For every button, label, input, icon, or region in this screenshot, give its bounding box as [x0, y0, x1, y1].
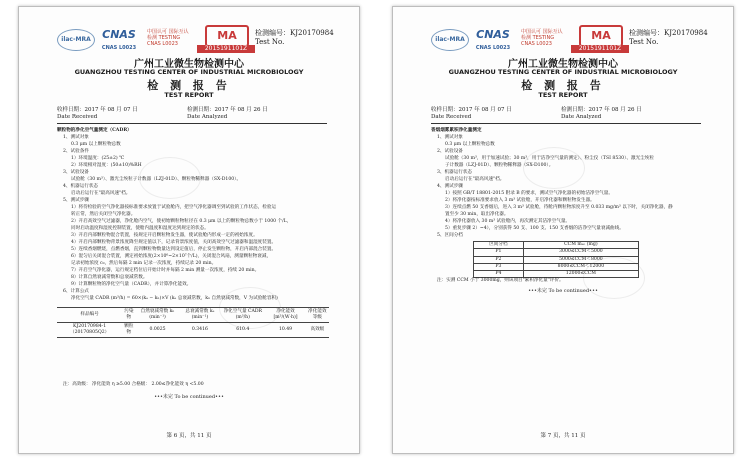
- table-note: 注：实测 CCM 小于 3000mg，则该项目"累积净化量"评价。: [437, 278, 564, 283]
- body-line: 3）连续点燃 50 支香烟后，进入 3 m³ 试验舱，待舱内颗粒物浓度升至 0.033 mg/m³ 以下时，关闭净化器，静: [445, 205, 673, 210]
- table-cell: 0.0025: [135, 323, 179, 338]
- table-header: CCM mₑₒ (mg): [523, 242, 638, 249]
- table-row: [474, 249, 639, 256]
- body-line: 试验舱（30 m³，用于加速试验；30 m³，用于洁净空气量的测定）、粉尘仪（TSI 8530）、激光尘埃粒: [445, 156, 654, 161]
- section-title: 颗粒物的净化空气量测定（CADR）: [57, 128, 132, 133]
- cnas-logo: CNAS CNAS L0023: [475, 28, 511, 51]
- body-line: 同时启动温度和湿度控制装置，使舱内温度和湿度达到规定的状态。: [71, 226, 209, 231]
- body-line: 1）环境温度：(25±2) ℃: [71, 156, 125, 161]
- divider: [431, 123, 701, 124]
- table-cell: P2: [474, 256, 524, 263]
- table-row: [57, 323, 329, 338]
- body-line: 5）连续香烟燃烧，点燃香烟，直到颗粒物数量达到设定值后，停止发生颗粒物，开启内部混合装置。: [71, 247, 277, 252]
- org-name-cn: 广州工业微生物检测中心: [134, 59, 244, 70]
- body-line: 2、试验条件: [63, 149, 89, 154]
- table-header: 净化能效 [m³/(W·h)]: [265, 308, 305, 323]
- report-title-en: TEST REPORT: [538, 91, 588, 99]
- table-cell: 0.3416: [180, 323, 221, 338]
- table-header: 净化空气量 CADR (m³/h): [220, 308, 265, 323]
- table-cell: 颗粒物: [122, 323, 135, 338]
- table-header-row: [57, 308, 329, 323]
- body-line: 1）将待检验的空气净化器按标准要求放置于试验舱内，把空气净化器调至到试验的工作状态，检验运: [71, 205, 277, 210]
- report-title-cn: 检 测 报 告: [521, 79, 605, 92]
- report-page-6: [18, 6, 360, 454]
- certification-logos: [431, 25, 641, 53]
- org-name-cn: 广州工业微生物检测中心: [508, 59, 618, 70]
- table-header: 净化能效等级: [306, 308, 329, 323]
- table-cell: 10.49: [265, 323, 305, 338]
- cma-logo: MA 2015191101Z: [197, 25, 255, 53]
- cma-logo: MA 2015191101Z: [571, 25, 629, 53]
- body-line: 0.3 μm 以上颗粒物总数: [71, 142, 121, 147]
- ilac-mra-logo: ilac-MRA: [57, 29, 95, 51]
- body-line: 子计数器（LZJ-01D）、颗粒物稀释器（SX-D100）。: [445, 163, 554, 168]
- table-row: [474, 263, 639, 270]
- testing-accreditation-mark: 中国认可 国际互认 检测 TESTING CNAS L0023: [147, 29, 189, 47]
- body-line: 1、测试对象: [437, 135, 463, 140]
- body-line: 1）按照 GB/T 18801-2015 附录 B 的要求，测试空气净化器的初始洁净空气量。: [445, 191, 613, 196]
- grade-table: [473, 241, 639, 278]
- body-line: 0.3 μm 以上颗粒物总数: [445, 142, 495, 147]
- body-line: 9）计算颗粒物的净化空气量（CADR），并计算净化能效。: [71, 282, 192, 287]
- org-name-en: GUANGZHOU TESTING CENTER OF INDUSTRIAL MICROBIOLOGY: [74, 68, 304, 76]
- table-cell: P4: [474, 271, 524, 278]
- table-header: 总衰减常数 kₑ (min⁻¹): [180, 308, 221, 323]
- table-header: 区间分档: [474, 242, 524, 249]
- table-header: 样品编号: [57, 308, 122, 323]
- page-footer: 第 6 页，共 11 页: [166, 433, 212, 439]
- ilac-mra-logo: ilac-MRA: [431, 29, 469, 51]
- body-line: 5）重复步骤 2）~4），分别获得 50 支、100 支、150 支香烟的洁净空气量衰减曲线。: [445, 226, 624, 231]
- table-header-row: [474, 242, 639, 249]
- body-line: 2、试验设备: [437, 149, 463, 154]
- body-line: 3）开启内部颗粒物混合装置，按规定开启颗粒物发生器，使试验舱内形成一定的初始浓度。: [71, 233, 258, 238]
- section-title: 香烟烟雾累积净化量测定: [431, 128, 482, 133]
- table-cell: 3000≤CCM＜5000: [523, 249, 638, 256]
- report-title-cn: 检 测 报 告: [147, 79, 231, 92]
- body-line: 4）开启内部颗粒物背景浓度降至规定值以下，记录背景浓度值，关闭高效空气过滤器和温湿度装置。: [71, 240, 277, 245]
- body-line: 3、试验设备: [63, 170, 89, 175]
- org-name-en: GUANGZHOU TESTING CENTER OF INDUSTRIAL MICROBIOLOGY: [448, 68, 678, 76]
- table-note: 注：高效级： 净化能效 η ≥5.00 合格级： 2.00≤净化能效 η <5.00: [63, 382, 204, 387]
- report-dates: 收样日期：2017 年 08 月 07 日 Date Received 检测日期：2017 年 08 月 26 日 Date Analyzed: [431, 107, 642, 120]
- report-page-7: [392, 6, 734, 454]
- body-line: 7）开启空气净化器，运行规定档位后开始计时并每隔 2 min 测量一次浓度，持续 20 min。: [71, 268, 260, 273]
- body-line: 5、测试步骤: [63, 198, 89, 203]
- body-line: 2）开启高效空气过滤器，净化舱内空气，使初始颗粒物粒径在 0.3 μm 以上的颗粒物总数小于 1000 个/L，: [71, 219, 292, 224]
- table-cell: 5000≤CCM＜8000: [523, 256, 638, 263]
- report-dates: 收样日期：2017 年 08 月 07 日 Date Received 检测日期：2017 年 08 月 26 日 Date Analyzed: [57, 107, 268, 120]
- table-header: 自然衰减常数 kₙ (min⁻¹): [135, 308, 179, 323]
- body-line: 4）将净化器放入 30 m³ 试验舱内，再次测定其洁净空气量。: [445, 219, 571, 224]
- body-line: 2）将净化器按标准要求放入 3 m³ 试验舱，开启净化器和颗粒物发生器。: [445, 198, 595, 203]
- body-line: 记录初始浓度 c₀，然后每隔 2 min 记录一次浓度，持续记录 20 min。: [71, 261, 217, 266]
- report-body: [431, 127, 703, 239]
- table-row: [474, 256, 639, 263]
- report-number: 检测编号：KJ20170984 Test No.: [629, 29, 708, 46]
- continued-marker: •••未完 To be continued•••: [154, 394, 224, 400]
- certification-logos: [57, 25, 267, 53]
- body-line: 启动后运行在"最高风速"档。: [445, 177, 505, 182]
- formula-line: 净化空气量 CADR (m³/h) = 60×(kₑ − kₙ)×V (kₑ 总衰减常数，kₙ 自然衰减常数，V 为试验舱容积): [71, 296, 278, 301]
- table-cell: KJ20170984-1（20170805Q2）: [57, 323, 122, 338]
- table-cell: P3: [474, 263, 524, 270]
- divider: [57, 123, 327, 124]
- body-line: 6、计算公式: [63, 289, 89, 294]
- body-line: 启动后运行在"最高风速"档。: [71, 191, 131, 196]
- body-line: 4、机器运行状态: [63, 184, 99, 189]
- body-line: 5、区间分档: [437, 233, 463, 238]
- report-number: 检测编号：KJ20170984 Test No.: [255, 29, 334, 46]
- body-line: 2）环境相对湿度：(50±10)%RH: [71, 163, 142, 168]
- table-cell: 8000≤CCM＜12000: [523, 263, 638, 270]
- continued-marker: •••未完 To be continued•••: [528, 288, 598, 294]
- table-cell: 610.4: [220, 323, 265, 338]
- results-table: [57, 307, 329, 338]
- report-title-en: TEST REPORT: [164, 91, 214, 99]
- body-line: 3、机器运行状态: [437, 170, 473, 175]
- body-line: 6）混匀后关闭混合装置，测定初始浓度(2×10⁶~2×10⁷个/L)，关闭混合风扇，测量颗粒物衰减，: [71, 254, 272, 259]
- body-line: 8）计算自然衰减常数和总衰减常数。: [71, 275, 148, 280]
- report-body: [57, 127, 329, 302]
- table-cell: 高效级: [306, 323, 329, 338]
- testing-accreditation-mark: 中国认可 国际互认 检测 TESTING CNAS L0023: [521, 29, 563, 47]
- body-line: 置至少 30 min，取出净化器。: [445, 212, 509, 217]
- page-footer: 第 7 页，共 11 页: [540, 433, 586, 439]
- body-line: 转正常，然后关闭空气净化器。: [71, 212, 136, 217]
- table-cell: 12000≤CCM: [523, 271, 638, 278]
- body-line: 4、测试步骤: [437, 184, 463, 189]
- table-header: 污染物: [122, 308, 135, 323]
- body-line: 1、测试对象: [63, 135, 89, 140]
- table-cell: P1: [474, 249, 524, 256]
- cnas-logo: CNAS CNAS L0023: [101, 28, 137, 51]
- body-line: 试验舱（30 m³）、激光尘埃粒子计数器（LZJ-01D）、颗粒物稀释器（SX-D100）。: [71, 177, 242, 182]
